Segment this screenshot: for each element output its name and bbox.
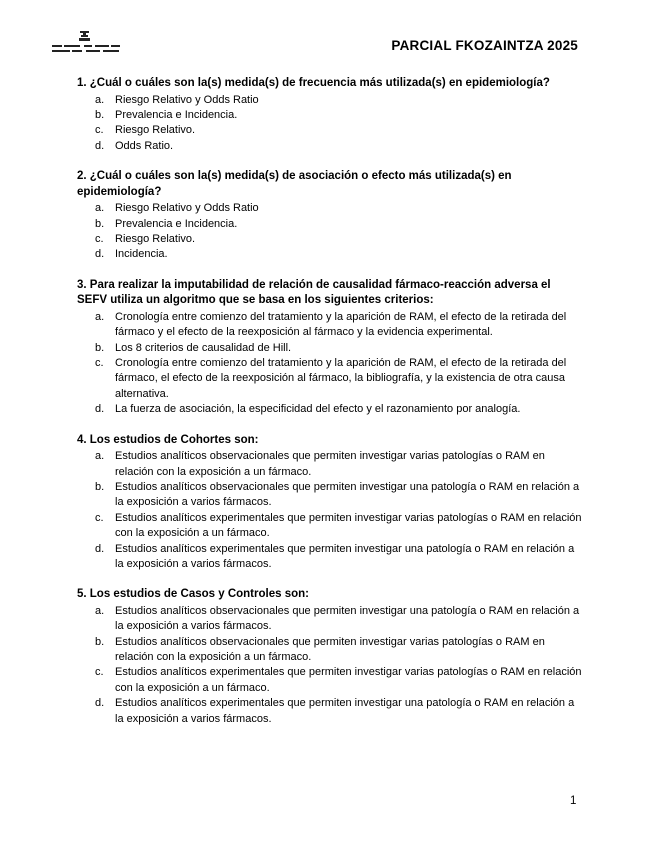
option-text: Cronología entre comienzo del tratamiento y la aparición de RAM, el efecto de la retirada del fármaco, el efecto de la reexposición al fármaco, la bibliografía, y la existencia de otra causa alternativa.: [115, 356, 567, 400]
option-letter: d.: [95, 697, 105, 710]
answer-option: [77, 341, 582, 356]
answer-option: [77, 108, 582, 123]
answer-options: [77, 604, 582, 727]
option-letter: d.: [95, 139, 105, 152]
option-text: Prevalencia e Incidencia.: [115, 217, 238, 230]
option-text: Riesgo Relativo y Odds Ratio: [115, 93, 259, 106]
option-letter: c.: [95, 511, 104, 524]
option-text: Estudios analíticos experimentales que permiten investigar una patología o RAM en relación a la exposición a varios fármacos.: [115, 542, 575, 570]
question-4: [77, 433, 582, 573]
option-letter: d.: [95, 248, 105, 261]
answer-option: [77, 217, 582, 232]
question-text: 2. ¿Cuál o cuáles son la(s) medida(s) de asociación o efecto más utilizada(s) en epidemiología?: [77, 170, 512, 198]
option-letter: a.: [95, 310, 105, 323]
answer-option: [77, 201, 582, 216]
answer-option: [77, 449, 582, 480]
answer-options: [77, 93, 582, 155]
option-text: Riesgo Relativo y Odds Ratio: [115, 202, 259, 215]
option-letter: c.: [95, 124, 104, 137]
option-text: Los 8 criterios de causalidad de Hill.: [115, 341, 292, 354]
question-5: [77, 587, 582, 727]
question-3: [77, 278, 582, 418]
option-text: Riesgo Relativo.: [115, 232, 196, 245]
answer-option: [77, 93, 582, 108]
option-letter: d.: [95, 403, 105, 416]
option-text: Estudios analíticos experimentales que permiten investigar varias patologías o RAM en relación con la exposición a un fármaco.: [115, 511, 582, 540]
option-text: Estudios analíticos observacionales que permiten investigar una patología o RAM en relación a la exposición a varios fármacos.: [115, 480, 580, 509]
option-letter: b.: [95, 341, 105, 354]
question-text: 4. Los estudios de Cohortes son:: [77, 433, 259, 446]
answer-option: [77, 232, 582, 247]
question-text: 5. Los estudios de Casos y Controles son:: [77, 588, 309, 601]
option-text: Estudios analíticos observacionales que permiten investigar varias patologías o RAM en relación con la exposición a un fármaco.: [115, 450, 545, 478]
university-logo: [50, 30, 122, 56]
answer-option: [77, 402, 582, 417]
answer-option: [77, 511, 582, 542]
answer-options: [77, 449, 582, 572]
option-text: Riesgo Relativo.: [115, 124, 196, 137]
answer-option: [77, 604, 582, 635]
option-letter: b.: [95, 635, 105, 648]
option-text: Odds Ratio.: [115, 139, 174, 152]
answer-option: [77, 356, 582, 402]
question-text: 3. Para realizar la imputabilidad de relación de causalidad fármaco-reacción adversa el SEFV utiliza un algoritmo que se basa en los siguientes criterios:: [77, 278, 551, 307]
option-letter: d.: [95, 542, 105, 555]
option-text: Estudios analíticos experimentales que permiten investigar una patología o RAM en relación a la exposición a varios fármacos.: [115, 697, 575, 725]
option-letter: a.: [95, 93, 105, 106]
answer-option: [77, 310, 582, 341]
option-letter: b.: [95, 108, 105, 121]
question-1: [77, 76, 582, 154]
answer-option: [77, 123, 582, 138]
option-text: Cronología entre comienzo del tratamiento y la aparición de RAM, el efecto de la retirada del fármaco y el efecto de la reexposición al fármaco y la evidencia experimental.: [115, 310, 567, 339]
answer-option: [77, 247, 582, 262]
answer-options: [77, 310, 582, 418]
option-letter: c.: [95, 666, 104, 679]
option-text: Incidencia.: [115, 248, 168, 261]
option-letter: b.: [95, 480, 105, 493]
option-text: Prevalencia e Incidencia.: [115, 108, 238, 121]
answer-option: [77, 665, 582, 696]
question-text: 1. ¿Cuál o cuáles son la(s) medida(s) de frecuencia más utilizada(s) en epidemiología?: [77, 77, 550, 89]
answer-option: [77, 635, 582, 666]
page-header-title: PARCIAL FKOZAINTZA 2025: [391, 38, 578, 53]
option-letter: c.: [95, 356, 104, 369]
option-text: Estudios analíticos observacionales que permiten investigar varias patologías o RAM en relación con la exposición a un fármaco.: [115, 635, 545, 664]
answer-option: [77, 480, 582, 511]
option-letter: a.: [95, 450, 105, 463]
option-letter: a.: [95, 604, 105, 617]
answer-options: [77, 201, 582, 263]
option-text: La fuerza de asociación, la especificidad del efecto y el razonamiento por analogía.: [115, 403, 521, 416]
question-2: [77, 169, 582, 263]
answer-option: [77, 542, 582, 573]
answer-option: [77, 696, 582, 727]
answer-option: [77, 139, 582, 154]
option-letter: c.: [95, 232, 104, 245]
page-number: 1: [570, 795, 577, 807]
option-text: Estudios analíticos observacionales que permiten investigar una patología o RAM en relación a la exposición a varios fármacos.: [115, 604, 580, 633]
option-letter: a.: [95, 202, 105, 215]
option-letter: b.: [95, 217, 105, 230]
exam-questions: [77, 76, 582, 742]
option-text: Estudios analíticos experimentales que permiten investigar varias patologías o RAM en relación con la exposición a un fármaco.: [115, 666, 582, 694]
